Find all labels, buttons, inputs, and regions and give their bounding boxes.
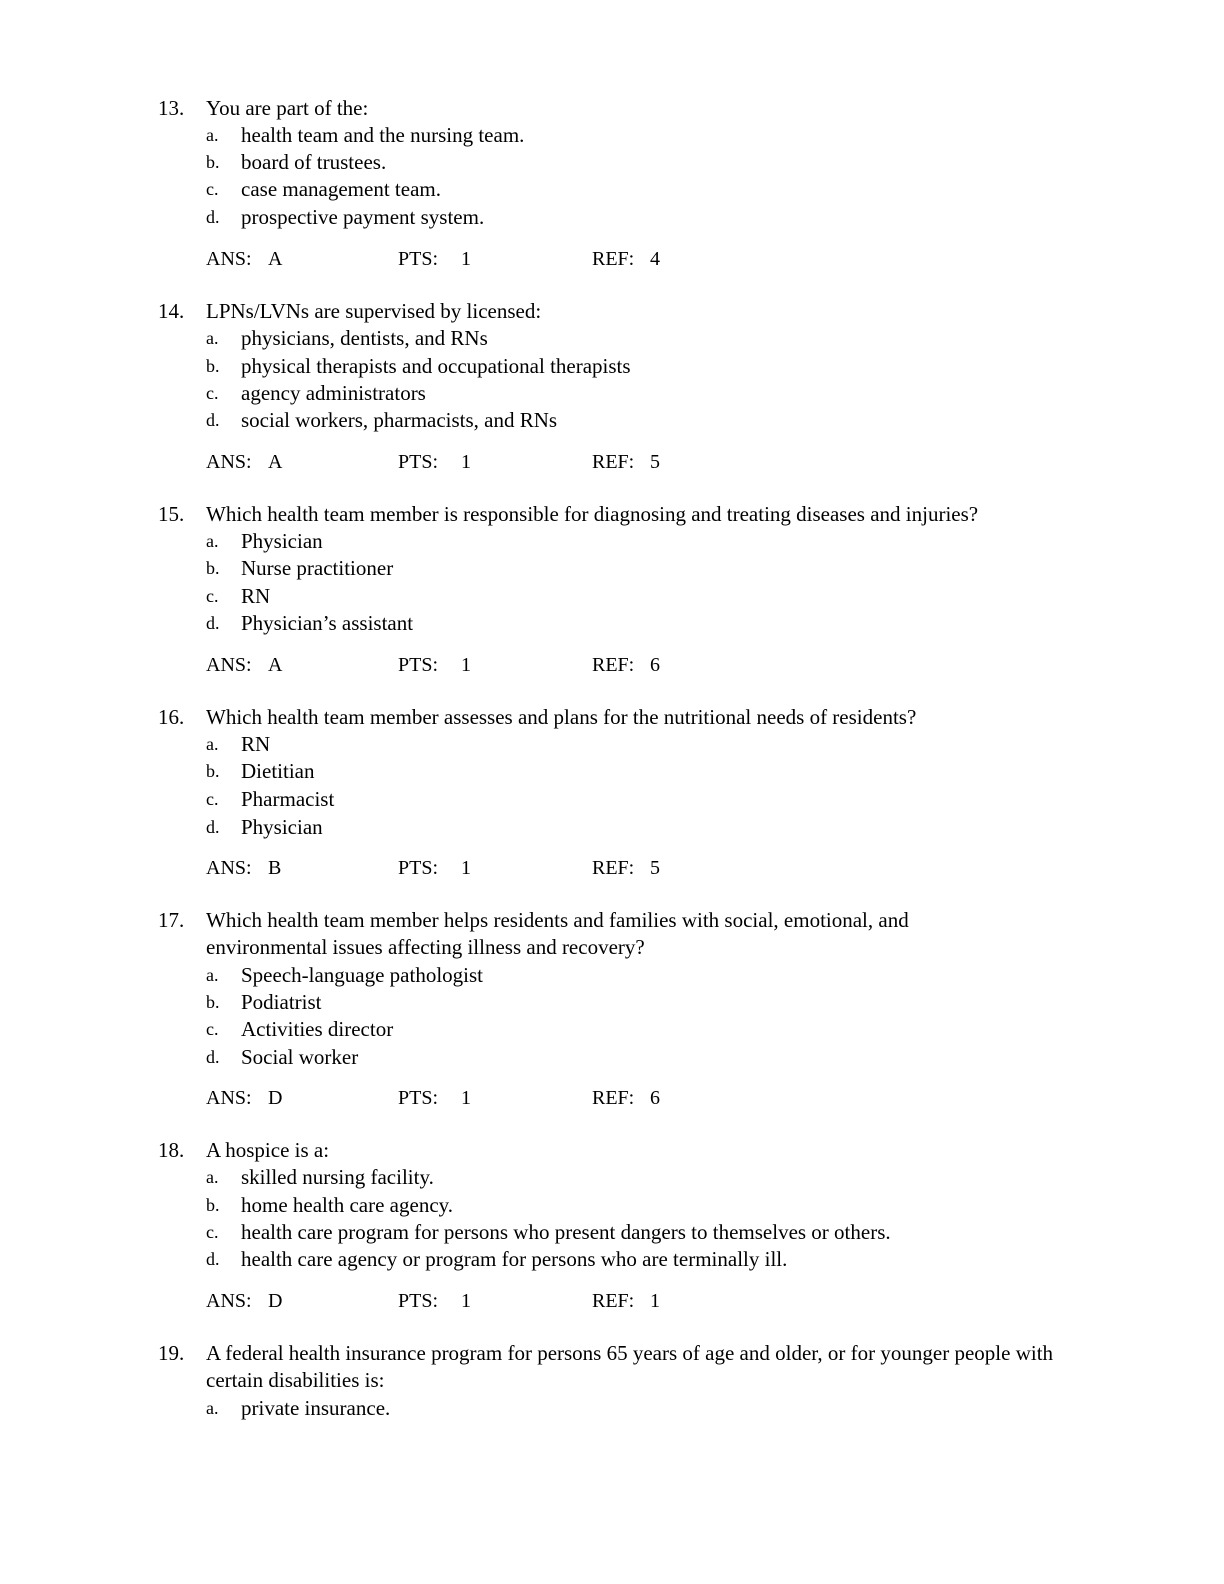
- question-number: 16.: [158, 705, 185, 729]
- pts-label: PTS:: [398, 451, 439, 473]
- option-text: physicians, dentists, and RNs: [241, 326, 488, 350]
- option-letter: a.: [206, 734, 219, 754]
- option-text: RN: [241, 732, 271, 756]
- option-text: Physician: [241, 815, 323, 839]
- ref-label: REF:: [592, 857, 635, 879]
- ref-value: 1: [650, 1290, 660, 1312]
- ans-label: ANS:: [206, 248, 252, 270]
- option-text: agency administrators: [241, 381, 426, 405]
- question-text: Which health team member assesses and plans for the nutritional needs of residents?: [206, 705, 917, 729]
- pts-label: PTS:: [398, 1087, 439, 1109]
- ref-value: 5: [650, 857, 660, 879]
- ref-label: REF:: [592, 654, 635, 676]
- option-letter: b.: [206, 761, 220, 781]
- option-text: Nurse practitioner: [241, 556, 394, 580]
- option-letter: a.: [206, 531, 219, 551]
- option-text: private insurance.: [241, 1396, 391, 1420]
- ref-value: 6: [650, 1087, 660, 1109]
- pts-value: 1: [461, 654, 471, 676]
- option-text: Speech-language pathologist: [241, 963, 484, 987]
- ref-label: REF:: [592, 1290, 635, 1312]
- option-text: social workers, pharmacists, and RNs: [241, 408, 558, 432]
- option-letter: b.: [206, 992, 220, 1012]
- option-letter: b.: [206, 356, 220, 376]
- option-letter: b.: [206, 152, 220, 172]
- option-letter: b.: [206, 1195, 220, 1215]
- ans-label: ANS:: [206, 1290, 252, 1312]
- pts-label: PTS:: [398, 1290, 439, 1312]
- option-letter: a.: [206, 1398, 219, 1418]
- option-letter: c.: [206, 1222, 219, 1242]
- question-number: 15.: [158, 502, 185, 526]
- option-text: skilled nursing facility.: [241, 1165, 434, 1189]
- option-letter: c.: [206, 586, 219, 606]
- option-text: Activities director: [241, 1017, 394, 1041]
- question-number: 14.: [158, 299, 185, 323]
- option-text: Social worker: [241, 1045, 359, 1069]
- ans-label: ANS:: [206, 451, 252, 473]
- pts-value: 1: [461, 857, 471, 879]
- option-letter: c.: [206, 1019, 219, 1039]
- option-text: Physician’s assistant: [241, 611, 414, 635]
- ans-label: ANS:: [206, 1087, 252, 1109]
- question-number: 13.: [158, 96, 185, 120]
- question-text: A hospice is a:: [206, 1138, 330, 1162]
- ans-value: D: [268, 1290, 283, 1312]
- option-letter: c.: [206, 179, 219, 199]
- option-text: home health care agency.: [241, 1193, 454, 1217]
- option-letter: d.: [206, 410, 220, 430]
- question-number: 18.: [158, 1138, 185, 1162]
- pts-value: 1: [461, 451, 471, 473]
- option-text: case management team.: [241, 177, 441, 201]
- option-letter: c.: [206, 383, 219, 403]
- option-letter: a.: [206, 965, 219, 985]
- ref-value: 6: [650, 654, 660, 676]
- option-letter: a.: [206, 1167, 219, 1187]
- question-text: Which health team member helps residents and families with social, emotional, and environmental issues affecting illness and recovery?: [206, 908, 909, 959]
- option-letter: d.: [206, 1249, 220, 1269]
- option-letter: a.: [206, 125, 219, 145]
- ans-label: ANS:: [206, 857, 252, 879]
- option-text: health care agency or program for persons who are terminally ill.: [241, 1247, 788, 1271]
- pts-value: 1: [461, 248, 471, 270]
- option-text: Dietitian: [241, 759, 315, 783]
- ans-value: B: [268, 857, 282, 879]
- option-text: physical therapists and occupational therapists: [241, 354, 631, 378]
- option-letter: d.: [206, 613, 220, 633]
- ans-value: A: [268, 451, 283, 473]
- ans-value: A: [268, 248, 283, 270]
- ans-label: ANS:: [206, 654, 252, 676]
- question-text: A federal health insurance program for persons 65 years of age and older, or for younger people with certain disabilities is:: [206, 1341, 1054, 1392]
- question-text: Which health team member is responsible for diagnosing and treating diseases and injuries?: [206, 502, 979, 526]
- option-text: Podiatrist: [241, 990, 322, 1014]
- question-text: You are part of the:: [206, 96, 369, 120]
- option-text: health care program for persons who present dangers to themselves or others.: [241, 1220, 891, 1244]
- option-text: health team and the nursing team.: [241, 123, 525, 147]
- option-letter: a.: [206, 328, 219, 348]
- option-letter: c.: [206, 789, 219, 809]
- option-letter: d.: [206, 1047, 220, 1067]
- pts-label: PTS:: [398, 248, 439, 270]
- ans-value: D: [268, 1087, 283, 1109]
- pts-value: 1: [461, 1087, 471, 1109]
- ref-label: REF:: [592, 1087, 635, 1109]
- question-text: LPNs/LVNs are supervised by licensed:: [206, 299, 542, 323]
- option-text: prospective payment system.: [241, 205, 485, 229]
- option-text: Physician: [241, 529, 323, 553]
- option-letter: d.: [206, 207, 220, 227]
- ref-value: 5: [650, 451, 660, 473]
- option-text: Pharmacist: [241, 787, 335, 811]
- option-letter: d.: [206, 817, 220, 837]
- ans-value: A: [268, 654, 283, 676]
- pts-label: PTS:: [398, 654, 439, 676]
- ref-label: REF:: [592, 451, 635, 473]
- pts-label: PTS:: [398, 857, 439, 879]
- option-letter: b.: [206, 558, 220, 578]
- pts-value: 1: [461, 1290, 471, 1312]
- question-number: 19.: [158, 1341, 185, 1365]
- ref-value: 4: [650, 248, 660, 270]
- ref-label: REF:: [592, 248, 635, 270]
- option-text: RN: [241, 584, 271, 608]
- question-number: 17.: [158, 908, 185, 932]
- option-text: board of trustees.: [241, 150, 387, 174]
